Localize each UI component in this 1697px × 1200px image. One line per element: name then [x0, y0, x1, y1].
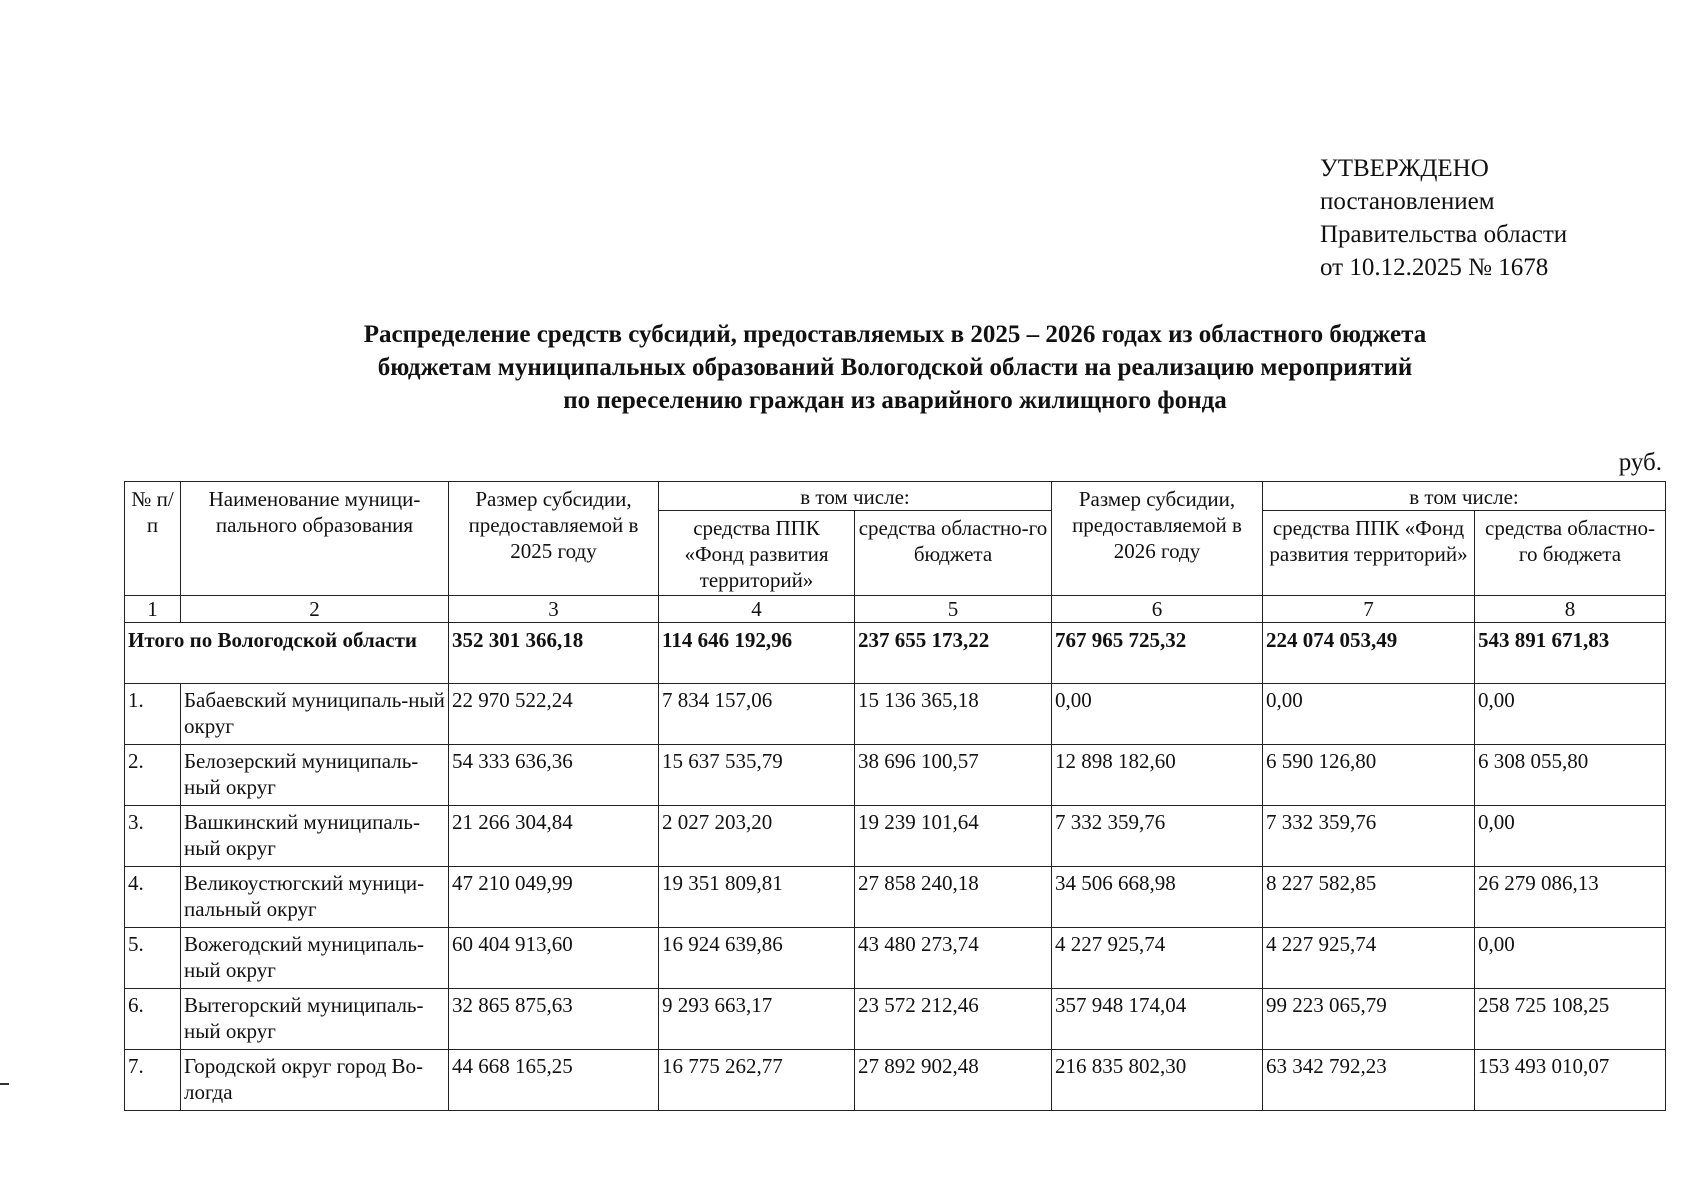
total-value: 114 646 192,96 — [659, 623, 855, 684]
total-value: 237 655 173,22 — [855, 623, 1052, 684]
header-row-top — [125, 482, 1666, 511]
row-value: 7 834 157,06 — [659, 684, 855, 745]
table-row — [125, 928, 1666, 989]
row-value: 9 293 663,17 — [659, 989, 855, 1050]
total-value: 224 074 053,49 — [1263, 623, 1475, 684]
municipality-name: Вашкинский муниципаль-ный округ — [181, 806, 449, 867]
row-value: 4 227 925,74 — [1263, 928, 1475, 989]
row-value: 153 493 010,07 — [1475, 1050, 1666, 1111]
table-row — [125, 806, 1666, 867]
column-number: 5 — [855, 596, 1052, 623]
row-value: 2 027 203,20 — [659, 806, 855, 867]
row-value: 34 506 668,98 — [1052, 867, 1263, 928]
total-value: 767 965 725,32 — [1052, 623, 1263, 684]
column-number: 2 — [181, 596, 449, 623]
row-number: 5. — [125, 928, 181, 989]
municipality-name: Вытегорский муниципаль-ный округ — [181, 989, 449, 1050]
row-value: 27 858 240,18 — [855, 867, 1052, 928]
row-value: 47 210 049,99 — [449, 867, 659, 928]
column-number: 1 — [125, 596, 181, 623]
row-value: 22 970 522,24 — [449, 684, 659, 745]
row-value: 60 404 913,60 — [449, 928, 659, 989]
title-line-2: бюджетам муниципальных образований Вологодской области на реализацию мероприятий — [377, 354, 1413, 381]
row-number: 1. — [125, 684, 181, 745]
header-including-2026: в том числе: — [1263, 482, 1666, 511]
total-value: 352 301 366,18 — [449, 623, 659, 684]
table-row — [125, 867, 1666, 928]
row-value: 7 332 359,76 — [1263, 806, 1475, 867]
row-value: 6 590 126,80 — [1263, 745, 1475, 806]
municipality-name: Бабаевский муниципаль-ный округ — [181, 684, 449, 745]
row-value: 6 308 055,80 — [1475, 745, 1666, 806]
row-value: 0,00 — [1052, 684, 1263, 745]
row-value: 8 227 582,85 — [1263, 867, 1475, 928]
row-number: 6. — [125, 989, 181, 1050]
row-value: 19 351 809,81 — [659, 867, 855, 928]
table-row — [125, 684, 1666, 745]
total-value: 543 891 671,83 — [1475, 623, 1666, 684]
row-value: 44 668 165,25 — [449, 1050, 659, 1111]
row-number: 4. — [125, 867, 181, 928]
header-including-2025: в том числе: — [659, 482, 1052, 511]
title-line-3: по переселению граждан из аварийного жилищного фонда — [563, 387, 1227, 414]
row-value: 15 637 535,79 — [659, 745, 855, 806]
row-value: 26 279 086,13 — [1475, 867, 1666, 928]
scan-edge-mark — [0, 1083, 9, 1085]
total-row — [125, 623, 1666, 684]
row-value: 99 223 065,79 — [1263, 989, 1475, 1050]
header-ppk-2025: средства ППК «Фонд развития территорий» — [659, 511, 855, 596]
row-value: 16 924 639,86 — [659, 928, 855, 989]
column-number-row — [125, 596, 1666, 623]
approval-stamp — [1320, 152, 1567, 284]
row-value: 12 898 182,60 — [1052, 745, 1263, 806]
row-value: 38 696 100,57 — [855, 745, 1052, 806]
approval-line-3: Правительства области — [1320, 221, 1568, 248]
column-number: 7 — [1263, 596, 1475, 623]
row-value: 0,00 — [1475, 684, 1666, 745]
title-line-1: Распределение средств субсидий, предоставляемых в 2025 – 2026 годах из областного бюджета — [363, 321, 1427, 348]
row-value: 63 342 792,23 — [1263, 1050, 1475, 1111]
municipality-name: Городской округ город Во-логда — [181, 1050, 449, 1111]
row-value: 54 333 636,36 — [449, 745, 659, 806]
header-subsidy-2026: Размер субсидии, предоставляемой в 2026 году — [1052, 482, 1263, 596]
municipality-name: Вожегодский муниципаль-ный округ — [181, 928, 449, 989]
municipality-name: Великоустюгский муници-пальный округ — [181, 867, 449, 928]
approval-line-2: постановлением — [1320, 188, 1495, 215]
header-budget-2026: средства областно-го бюджета — [1475, 511, 1666, 596]
header-budget-2025: средства областно-го бюджета — [855, 511, 1052, 596]
row-value: 4 227 925,74 — [1052, 928, 1263, 989]
row-value: 7 332 359,76 — [1052, 806, 1263, 867]
row-number: 2. — [125, 745, 181, 806]
row-number: 7. — [125, 1050, 181, 1111]
document-title — [140, 318, 1650, 417]
column-number: 6 — [1052, 596, 1263, 623]
row-value: 32 865 875,63 — [449, 989, 659, 1050]
header-name: Наименование муници-пального образования — [181, 482, 449, 596]
row-value: 216 835 802,30 — [1052, 1050, 1263, 1111]
table-row — [125, 989, 1666, 1050]
header-num: № п/п — [125, 482, 181, 596]
municipality-name: Белозерский муниципаль-ный округ — [181, 745, 449, 806]
column-number: 8 — [1475, 596, 1666, 623]
row-value: 258 725 108,25 — [1475, 989, 1666, 1050]
approval-line-1: УТВЕРЖДЕНО — [1320, 155, 1489, 182]
subsidy-table — [124, 481, 1666, 1111]
row-number: 3. — [125, 806, 181, 867]
total-label: Итого по Вологодской области — [125, 623, 449, 684]
row-value: 0,00 — [1475, 806, 1666, 867]
data-rows — [125, 684, 1666, 1111]
table-row — [125, 1050, 1666, 1111]
approval-line-4: от 10.12.2025 № 1678 — [1320, 254, 1549, 281]
row-value: 357 948 174,04 — [1052, 989, 1263, 1050]
row-value: 27 892 902,48 — [855, 1050, 1052, 1111]
table-row — [125, 745, 1666, 806]
row-value: 43 480 273,74 — [855, 928, 1052, 989]
row-value: 23 572 212,46 — [855, 989, 1052, 1050]
row-value: 15 136 365,18 — [855, 684, 1052, 745]
row-value: 0,00 — [1263, 684, 1475, 745]
units-label: руб. — [1618, 449, 1662, 476]
column-number: 3 — [449, 596, 659, 623]
header-ppk-2026: средства ППК «Фонд развития территорий» — [1263, 511, 1475, 596]
row-value: 16 775 262,77 — [659, 1050, 855, 1111]
row-value: 21 266 304,84 — [449, 806, 659, 867]
row-value: 0,00 — [1475, 928, 1666, 989]
column-number: 4 — [659, 596, 855, 623]
header-subsidy-2025: Размер субсидии, предоставляемой в 2025 году — [449, 482, 659, 596]
row-value: 19 239 101,64 — [855, 806, 1052, 867]
